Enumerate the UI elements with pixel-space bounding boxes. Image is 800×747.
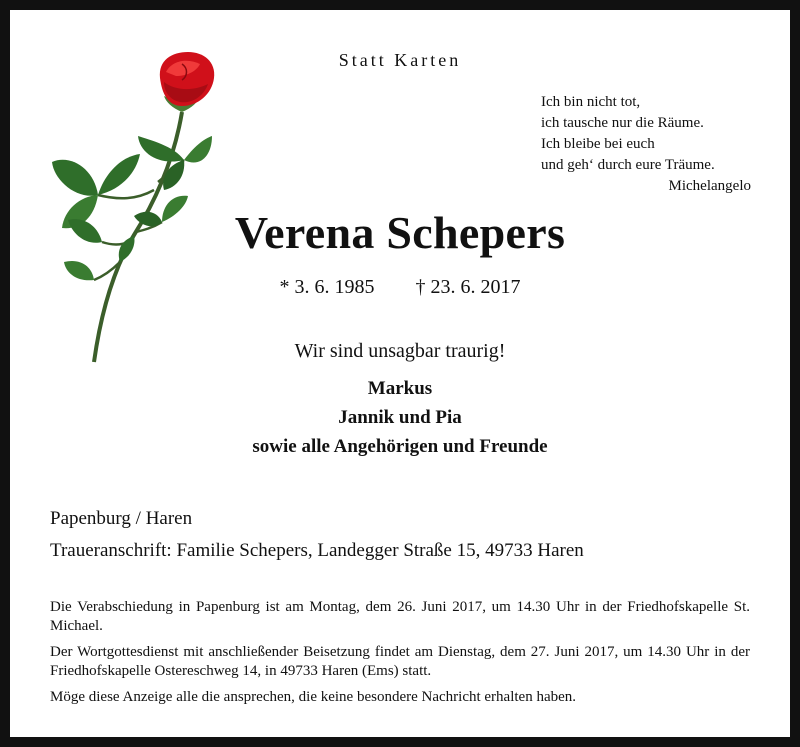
header-statt-karten: Statt Karten (338, 50, 462, 70)
poem-line: Ich bin nicht tot, (541, 94, 641, 110)
death-date: † 23. 6. 2017 (415, 276, 521, 298)
service-notice (50, 598, 750, 714)
birth-date: * 3. 6. 1985 (279, 276, 375, 298)
notice-paragraph: Möge diese Anzeige alle die ansprechen, die keine besondere Nachricht erhalten haben. (50, 689, 577, 705)
mourner-line: sowie alle Angehörigen und Freunde (252, 436, 548, 457)
mourning-address: Traueranschrift: Familie Schepers, Landegger Straße 15, 49733 Haren (50, 540, 584, 561)
poem-author: Michelangelo (668, 178, 751, 194)
deceased-name: Verena Schepers (234, 207, 566, 258)
mourner-line: Markus (367, 378, 433, 399)
mourners (10, 374, 790, 461)
sorrow-line: Wir sind unsagbar traurig! (294, 340, 506, 362)
mourner-line: Jannik und Pia (338, 407, 462, 428)
poem-line: ich tausche nur die Räume. (541, 115, 704, 131)
life-dates (10, 276, 790, 299)
notice-paragraph: Die Verabschiedung in Papenburg ist am Montag, dem 26. Juni 2017, um 14.30 Uhr in der Friedhofskapelle St. Michael. (50, 599, 750, 634)
place-line: Papenburg / Haren (50, 508, 193, 529)
notice-paragraph: Der Wortgottesdienst mit anschließender Beisetzung findet am Dienstag, dem 27. Juni 2017, um 14.30 Uhr in der Friedhofskapelle Ostereschweg 14, in 49733 Haren (Ems) statt. (50, 644, 750, 679)
poem-line: Ich bleibe bei euch (541, 136, 655, 152)
poem (541, 92, 751, 197)
poem-line: und geh‘ durch eure Träume. (541, 157, 715, 173)
